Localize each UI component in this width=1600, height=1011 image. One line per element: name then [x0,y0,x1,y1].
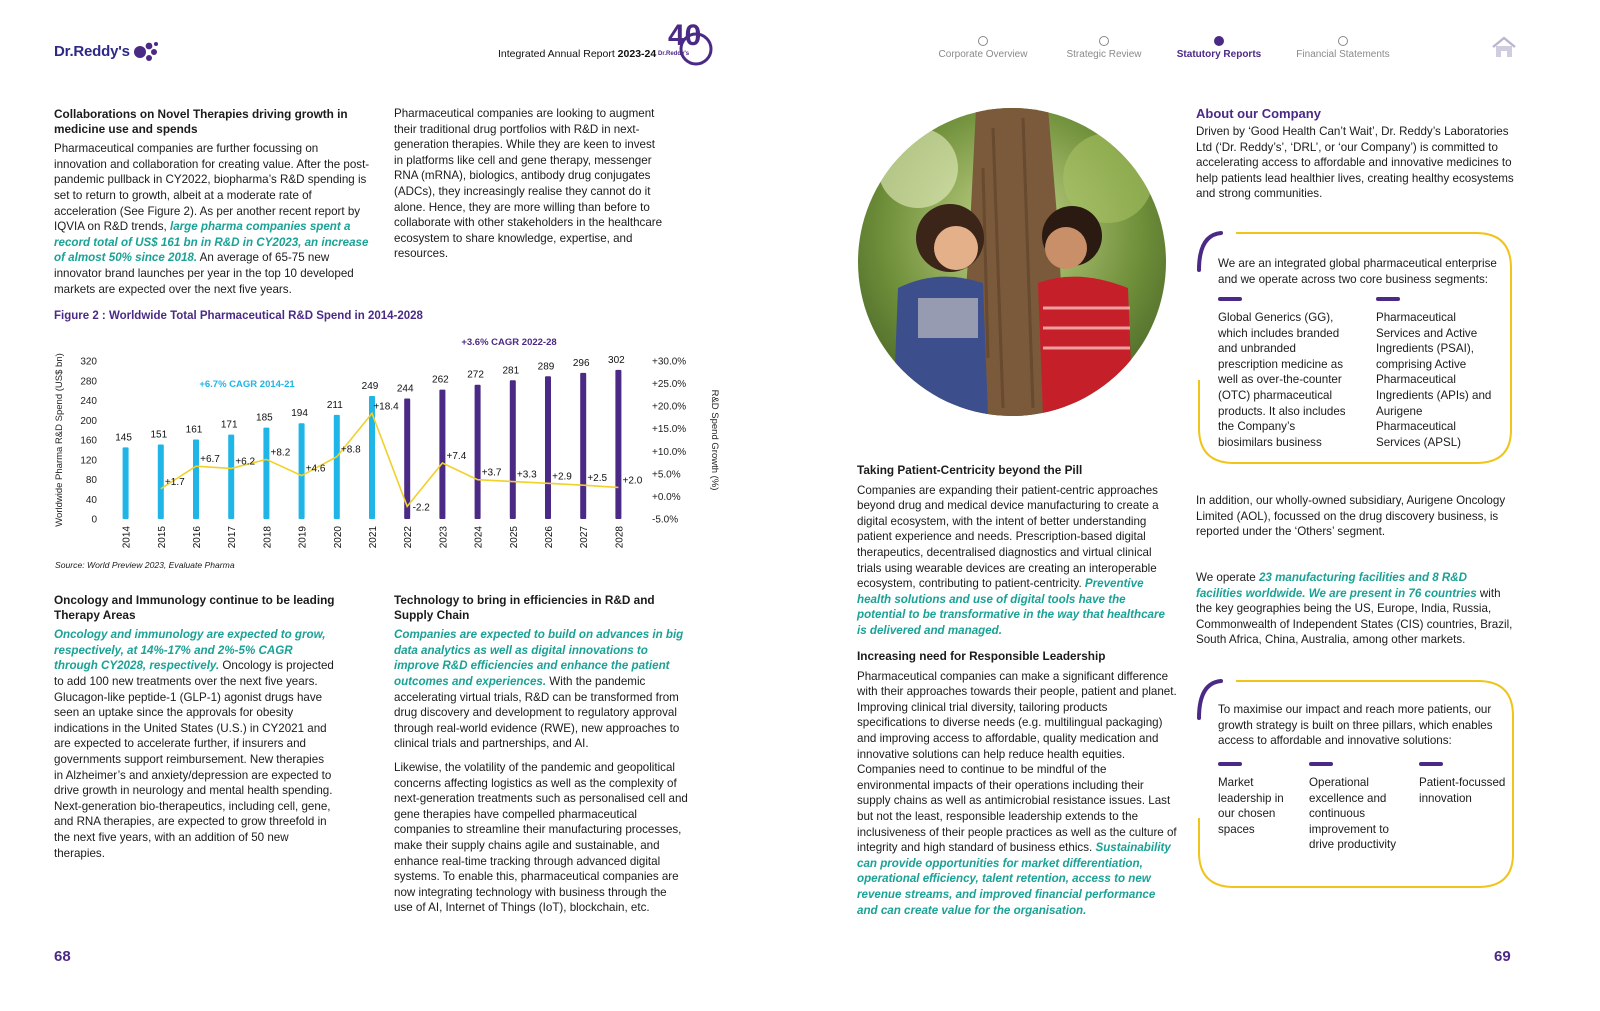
bar-value-label: 185 [256,412,273,424]
highlight-text: 23 manufacturing facilities and 8 R&D facilities worldwide. We are present in 76 countries [1196,571,1477,600]
highlight-text: Oncology and immunology are expected to grow, respectively, at 14%-17% and 2%-5% CAGR through CY2028, respectively. [54,628,326,673]
bar-value-label: 211 [326,399,343,411]
pillar-patient-innovation [1419,762,1513,806]
chart-bar [263,428,269,519]
cagr-annotation-historical: +6.7% CAGR 2014-21 [199,379,295,390]
x-tick-label: 2024 [473,526,485,549]
y2-tick-label: -5.0% [652,514,679,526]
bar-value-label: 262 [432,374,449,386]
badge-sub: Dr.Reddy's [658,51,690,57]
x-tick-label: 2019 [297,526,309,549]
growth-label: +3.3 [516,469,537,481]
y-tick-label: 40 [85,494,97,506]
growth-label: +7.4 [446,451,467,463]
photo-illustration [858,108,1166,416]
section-oncology [54,593,336,861]
page-number-left: 68 [54,948,71,965]
y-axis-label: Worldwide Pharma R&D Spend (US$ bn) [54,353,65,527]
nav-label: Strategic Review [1066,49,1142,60]
pillar-market-leadership [1218,762,1292,837]
y2-tick-label: +25.0% [652,379,687,391]
growth-label: +8.8 [340,444,361,456]
cagr-annotation-forecast: +3.6% CAGR 2022-28 [461,337,557,348]
y-tick-label: 0 [91,514,97,526]
section-heading: Taking Patient-Centricity beyond the Pill [857,463,1083,477]
growth-label: +8.2 [270,447,291,459]
x-tick-label: 2025 [508,526,520,549]
section-heading: Increasing need for Responsible Leadership [857,649,1106,663]
bar-value-label: 272 [467,369,484,381]
y-tick-label: 280 [80,376,97,388]
x-tick-label: 2017 [227,526,239,549]
box2-intro: To maximise our impact and reach more patients, our growth strategy is built on three pillars, which enables access to affordable and innovative solutions: [1218,703,1493,748]
paragraph: Companies are expanding their patient-centric approaches beyond drug and medical device manufacturing to create a digital ecosystem, with the intent of better understanding patient experience and needs. Prescription-based digital therapeutics, decentralised diagnostics and virtual clinical trials using wearable devices are creating an interoperable ecosystem, contributing to patient-centricity. Preventive health solutions and use of digital tools have the potential to be transformative in the way that healthcare is delivered and managed. [857,483,1165,637]
pillar-bar [1419,762,1443,766]
chart-bar [228,435,234,519]
y-tick-label: 320 [80,356,97,368]
chart-bar [193,440,199,519]
highlight-text: Companies are expected to build on advances in big data analytics as well as digital innovations to improve R&D efficiencies and enhance the patient outcomes and experiences. [394,628,684,688]
chart-bar [439,390,445,519]
pillar-bar [1218,762,1242,766]
paragraph: Pharmaceutical companies can make a significant difference with their approaches towards their people, patient and planet. Improving clinical trial diversity, tailoring products specifications to diverse needs (e.g. multilingual packaging) and improving access to affordable, quality medication and innovative solutions can help reduce health equities. Companies need to continue to be mindful of the environmental impacts of their operations including their supply chains as well as antimicrobial resistance issues. Last but not the least, responsible leadership extends to the inclusiveness of their people practices as well as the culture of integrity and high standard of business ethics. Sustainability can provide opportunities for market differentiation, operational efficiency, talent retention, access to new revenue streams, and improved financial performance and can create value for the organisation. [857,669,1177,917]
bar-value-label: 151 [150,429,168,441]
report-year: 2023-24 [617,48,657,60]
chart-bar [615,370,621,519]
growth-label: +18.4 [373,401,399,413]
bar-value-label: 302 [608,354,625,366]
rd-spend-chart [50,330,730,560]
growth-pillars-box [1196,678,1516,890]
nav-dot-icon [1214,36,1224,46]
x-tick-label: 2023 [438,526,450,549]
growth-label: +2.9 [552,471,572,483]
chart-bar [123,447,129,519]
growth-label: +4.6 [305,463,326,475]
y-tick-label: 160 [80,435,97,447]
badge-number: 40 [668,19,702,52]
x-tick-label: 2016 [192,526,203,549]
anniversary-badge [656,19,714,67]
bar-value-label: 249 [361,381,379,393]
section-operations [1196,570,1516,648]
page-number-right: 69 [1494,948,1511,965]
y2-tick-label: +20.0% [652,401,687,413]
growth-label: -2.2 [412,502,430,514]
paragraph: Likewise, the volatility of the pandemic and geopolitical concerns affecting logistics as well as the complexity of next-generation treatments such as personalised cell and gene therapies have compelled pharmaceutical companies to streamline their manufacturing processes, make their supply chains agile and sustainable, and enhance real-time tracking through advanced digital systems. To enable this, pharmaceutical companies are now integrating technology with business through the use of AI, Internet of Things (IoT), blockchain, etc. [394,760,688,915]
paragraph: Driven by ‘Good Health Can’t Wait’, Dr. Reddy’s Laboratories Ltd (‘Dr. Reddy’s’, ‘DRL’, or ‘our Company’) is committed to accelerating access to affordable and innovative medicines to help patients lead healthier lives, creating healthy ecosystems and strong communities. [1196,125,1514,201]
paragraph: Companies are expected to build on advances in big data analytics as well as digital innovations to improve R&D efficiencies and enhance the patient outcomes and experiences. With the pandemic accelerating virtual trials, R&D can be transformed from drug discovery and development to regulatory approval through real-world evidence (RWE), new approaches to clinical trials and partnerships, and AI. [394,628,684,751]
logo-dots-icon [133,40,159,62]
chart-bar [475,385,481,519]
nav-dot-icon [1099,36,1109,46]
section-patient-centricity [857,463,1177,639]
highlight-text: Preventive health solutions and use of digital tools have the potential to be transformative in the way that healthcare is delivered and managed. [857,577,1165,637]
x-tick-label: 2014 [121,526,133,549]
growth-label: +2.0 [622,475,643,487]
paragraph: We operate 23 manufacturing facilities and 8 R&D facilities worldwide. We are present in 76 countries with the key geographies being the US, Europe, India, Russia, Commonwealth of Independent States (CIS) countries, Brazil, South Africa, China, Australia, among other markets. [1196,571,1513,647]
nav-corporate-overview[interactable] [913,36,1053,60]
chart-bar [580,373,586,519]
about-heading: About our Company [1196,106,1321,121]
nav-financial-statements[interactable] [1273,36,1413,60]
segment-bar [1376,297,1400,301]
nav-label: Statutory Reports [1176,49,1262,60]
chart-bar [334,415,340,519]
bar-value-label: 289 [537,361,555,373]
nav-dot-icon [978,36,988,46]
section-about-company [1196,106,1516,202]
x-tick-label: 2020 [332,526,344,549]
pillar-text: Patient-focussed innovation [1419,776,1506,805]
section-technology [394,593,688,916]
segment-text: Global Generics (GG), which includes branded and unbranded prescription medicine as well as over-the-counter (OTC) pharmaceutical products. It also includes the Company’s biosimilars business [1218,311,1346,449]
y-tick-label: 240 [80,396,97,407]
y2-tick-label: +30.0% [652,356,687,368]
section-heading: Collaborations on Novel Therapies driving growth in medicine use and spends [54,107,348,136]
box1-intro: We are an integrated global pharmaceutical enterprise and we operate across two core business segments: [1218,257,1497,286]
growth-label: +6.7 [200,454,220,466]
business-segments-box [1196,230,1514,466]
nav-label: Corporate Overview [938,49,1028,60]
report-title-text: Integrated Annual Report [498,48,618,60]
section-heading: Oncology and Immunology continue to be leading Therapy Areas [54,593,335,622]
segment-psai [1376,297,1496,450]
bar-value-label: 244 [396,383,414,395]
y-tick-label: 80 [85,475,97,486]
highlight-text: large pharma companies spent a record total of US$ 161 bn in R&D in CY2023, an increase of almost 50% since 2018. [54,220,369,265]
chart-bar [158,444,164,519]
paragraph: In addition, our wholly-owned subsidiary, Aurigene Oncology Limited (AOL), focussed on the drug discovery business, is reported under the ‘Others’ segment. [1196,494,1506,539]
pillar-text: Operational excellence and continuous improvement to drive productivity [1309,776,1396,852]
section-heading: Technology to bring in efficiencies in R&D and Supply Chain [394,593,655,622]
paragraph: Oncology and immunology are expected to grow, respectively, at 14%-17% and 2%-5% CAGR through CY2028, respectively. Oncology is projected to add 100 new treatments over the next five years. Glucagon-like peptide-1 (GLP-1) agonist drugs have seen an uptake since the approvals for obesity indications in the United States (U.S.) in CY2021 and are expected to accelerate further, if insurers and governments support reimbursement. New therapies in Alzheimer’s and anxiety/depression are expected to drive growth in neurology and mental health spending. Next-generation bio-therapeutics, including cell, gene, and RNA therapies, are expected to grow threefold in the next five years, with an addition of 50 new therapies. [54,628,334,860]
pillar-operational-excellence [1309,762,1405,853]
nav-statutory-reports[interactable] [1149,36,1289,60]
growth-label: +6.2 [235,456,256,468]
nav-label: Financial Statements [1296,49,1390,60]
figure-caption: Figure 2 : Worldwide Total Pharmaceutical R&D Spend in 2014-2028 [54,310,423,322]
x-tick-label: 2022 [403,526,415,549]
pillar-text: Market leadership in our chosen spaces [1218,776,1284,836]
section-collaborations-cont [394,106,664,262]
x-tick-label: 2018 [262,526,274,549]
section-responsible-leadership [857,649,1179,918]
y2-tick-label: +15.0% [652,424,687,436]
chart-source: Source: World Preview 2023, Evaluate Pharma [55,560,235,570]
bar-value-label: 161 [185,424,203,436]
chart-bar [545,376,551,519]
report-title [498,48,656,60]
growth-label: +3.7 [481,467,502,479]
growth-label: +2.5 [587,473,608,485]
nav-dot-icon [1338,36,1348,46]
x-tick-label: 2015 [156,526,168,549]
bar-value-label: 281 [502,365,520,377]
chart-bar [299,423,305,519]
bar-value-label: 296 [572,357,590,369]
x-tick-label: 2021 [368,526,379,549]
highlight-text: Sustainability can provide opportunities for market differentiation, operational efficiency, talent retention, access to new revenue streams, and improved financial performance and can create value for the organisation. [857,841,1171,917]
y2-axis-label: R&D Spend Growth (%) [709,389,720,491]
bar-value-label: 194 [291,408,308,420]
logo-text: Dr.Reddy's [54,42,130,60]
children-tree-photo [858,108,1166,416]
bar-value-label: 145 [115,432,132,444]
paragraph: Pharmaceutical companies are further focussing on innovation and collaboration for creating value. After the post-pandemic pullback in CY2022, biopharma’s R&D spending is set to return to growth, albeit at a moderate rate of acceleration (See Figure 2). As per another recent report by IQVIA on R&D trends, large pharma companies spent a record total of US$ 161 bn in R&D in CY2023, an increase of almost 50% since 2018. An average of 65-75 new innovator brand launches per year in the top 10 developed markets are expected over the next five years. [54,142,370,296]
y2-tick-label: +10.0% [652,446,687,458]
home-icon[interactable] [1491,36,1517,63]
segment-bar [1218,297,1242,301]
rd-spend-chart-svg [50,330,730,560]
y-tick-label: 200 [80,415,97,427]
y-tick-label: 120 [80,455,97,467]
growth-label: +1.7 [164,476,185,488]
y2-tick-label: +5.0% [652,469,681,481]
chart-bar [510,380,516,519]
company-logo[interactable] [54,40,159,62]
x-tick-label: 2028 [614,526,626,549]
section-aurigene [1196,493,1516,540]
x-tick-label: 2027 [579,526,591,549]
pillar-bar [1309,762,1333,766]
paragraph: Pharmaceutical companies are looking to augment their traditional drug portfolios with R&D in next-generation therapies. While they are keen to invest in platforms like cell and gene therapy, messenger RNA (mRNA), biologics, antibody drug conjugates (ADCs), they increasingly realise they cannot do it alone. Hence, they are more willing than before to collaborate with other stakeholders in the healthcare ecosystem to share knowledge, expertise, and resources. [394,107,663,261]
y2-tick-label: +0.0% [652,491,681,503]
section-collaborations [54,107,374,297]
segment-text: Pharmaceutical Services and Active Ingredients (PSAI), comprising Active Pharmaceutical Ingredients (APIs) and Aurigene Pharmaceutical Services (APSL) [1376,311,1492,449]
bar-value-label: 171 [220,419,238,431]
segment-global-generics [1218,297,1348,450]
x-tick-label: 2026 [544,526,555,549]
